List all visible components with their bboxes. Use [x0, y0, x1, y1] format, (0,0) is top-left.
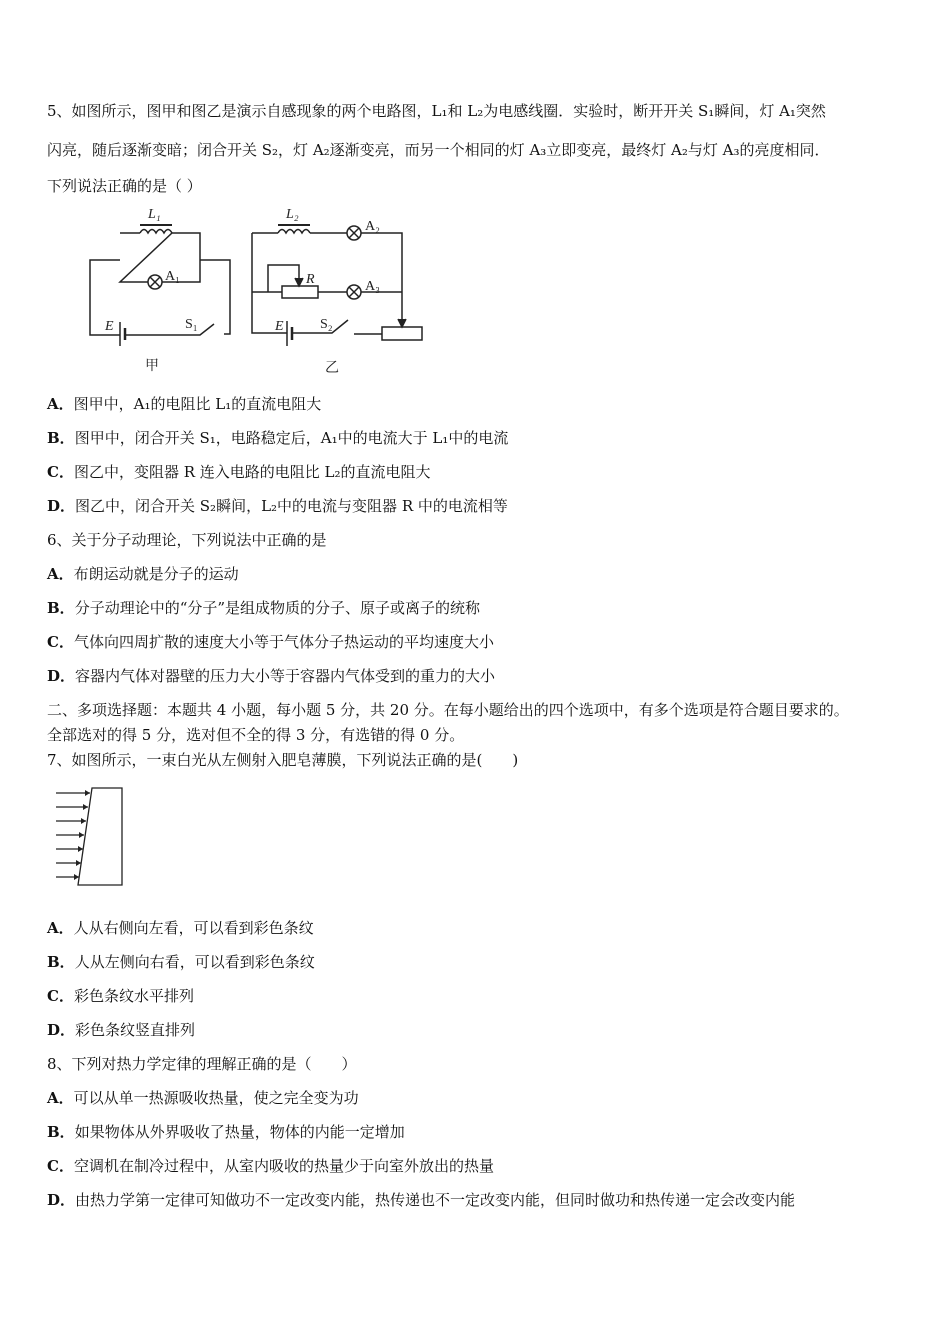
q5-option-a [47, 394, 321, 414]
q5-option-b [47, 428, 508, 448]
q5-line-2: 闪亮，随后逐渐变暗；闭合开关 S₂，灯 A₂逐渐变亮，而另一个相同的灯 A₃立即变亮，最终灯 A₂与灯 A₃的亮度相同． [47, 141, 830, 159]
section-heading-line-2: 全部选对的得 5 分，选对但不全的得 3 分，有选错的得 0 分。 [47, 726, 465, 744]
option-label: C． [47, 633, 74, 651]
q6-stem: 6、关于分子动理论，下列说法中正确的是 [47, 531, 327, 549]
label-A2: A₂ [365, 219, 380, 234]
q5-line-1: 5、如图所示，图甲和图乙是演示自感现象的两个电路图，L₁和 L₂为电感线圈．实验时，断开开关 S₁瞬间，灯 A₁突然 [47, 102, 826, 120]
option-label: D． [47, 1191, 76, 1209]
option-label: A． [47, 919, 74, 937]
circuit-diagram [80, 200, 440, 380]
caption-yi: 乙 [325, 361, 339, 376]
option-label: B． [47, 953, 75, 971]
option-label: B． [47, 429, 75, 447]
q6-option-d [47, 666, 495, 686]
soap-film-diagram [50, 785, 130, 890]
q5-option-d [47, 496, 508, 516]
option-label: B． [47, 1123, 75, 1141]
q8-option-b [47, 1122, 405, 1142]
option-label: C． [47, 987, 74, 1005]
option-text: 图甲中，A₁的电阻比 L₁的直流电阻大 [73, 395, 322, 413]
option-label: A． [47, 1089, 74, 1107]
option-label: A． [47, 565, 74, 583]
label-L1: L₁ [148, 207, 161, 222]
option-text: 空调机在制冷过程中，从室内吸收的热量少于向室外放出的热量 [73, 1157, 494, 1175]
label-E1: E [105, 319, 114, 334]
option-text: 布朗运动就是分子的运动 [73, 565, 239, 583]
option-text: 分子动理论中的“分子”是组成物质的分子、原子或离子的统称 [74, 599, 481, 617]
q8-option-a [47, 1088, 359, 1108]
option-label: B． [47, 599, 75, 617]
q6-option-a [47, 564, 239, 584]
option-label: D． [47, 1021, 76, 1039]
label-A1: A₁ [165, 269, 180, 284]
option-text: 人从左侧向右看，可以看到彩色条纹 [74, 953, 315, 971]
option-text: 图乙中，闭合开关 S₂瞬间，L₂中的电流与变阻器 R 中的电流相等 [75, 497, 508, 515]
q8-option-c [47, 1156, 494, 1176]
label-R: R [306, 272, 315, 287]
option-text: 图甲中，闭合开关 S₁，电路稳定后，A₁中的电流大于 L₁中的电流 [74, 429, 509, 447]
option-label: D． [47, 667, 76, 685]
caption-jia: 甲 [145, 359, 159, 374]
q7-option-b [47, 952, 315, 972]
option-text: 气体向四周扩散的速度大小等于气体分子热运动的平均速度大小 [73, 633, 494, 651]
q5-line-3: 下列说法正确的是（ ） [47, 177, 202, 195]
q7-option-a [47, 918, 314, 938]
option-text: 如果物体从外界吸收了热量，物体的内能一定增加 [74, 1123, 405, 1141]
option-label: A． [47, 395, 74, 413]
option-text: 由热力学第一定律可知做功不一定改变内能，热传递也不一定改变内能，但同时做功和热传递一定会改变内能 [75, 1191, 796, 1209]
q7-stem: 7、如图所示，一束白光从左侧射入肥皂薄膜，下列说法正确的是( ) [47, 751, 519, 769]
option-text: 彩色条纹竖直排列 [75, 1021, 196, 1039]
section-heading-line-1: 二、多项选择题：本题共 4 小题，每小题 5 分，共 20 分。在每小题给出的四个选项中，有多个选项是符合题目要求的。 [47, 701, 849, 719]
q8-option-d [47, 1190, 795, 1210]
label-E2: E [275, 319, 284, 334]
label-A3: A₃ [365, 279, 380, 294]
q6-option-c [47, 632, 494, 652]
label-S1: S₁ [185, 317, 198, 332]
q7-option-d [47, 1020, 195, 1040]
option-label: C． [47, 463, 74, 481]
option-label: D． [47, 497, 76, 515]
label-L2: L₂ [286, 207, 299, 222]
option-text: 彩色条纹水平排列 [73, 987, 194, 1005]
q8-stem: 8、下列对热力学定律的理解正确的是（ ） [47, 1055, 357, 1073]
option-text: 容器内气体对器壁的压力大小等于容器内气体受到的重力的大小 [75, 667, 496, 685]
option-text: 可以从单一热源吸收热量，使之完全变为功 [73, 1089, 359, 1107]
q7-option-c [47, 986, 194, 1006]
option-label: C． [47, 1157, 74, 1175]
option-text: 人从右侧向左看，可以看到彩色条纹 [73, 919, 314, 937]
q6-option-b [47, 598, 480, 618]
q5-option-c [47, 462, 431, 482]
option-text: 图乙中，变阻器 R 连入电路的电阻比 L₂的直流电阻大 [73, 463, 431, 481]
label-S2: S₂ [320, 317, 333, 332]
